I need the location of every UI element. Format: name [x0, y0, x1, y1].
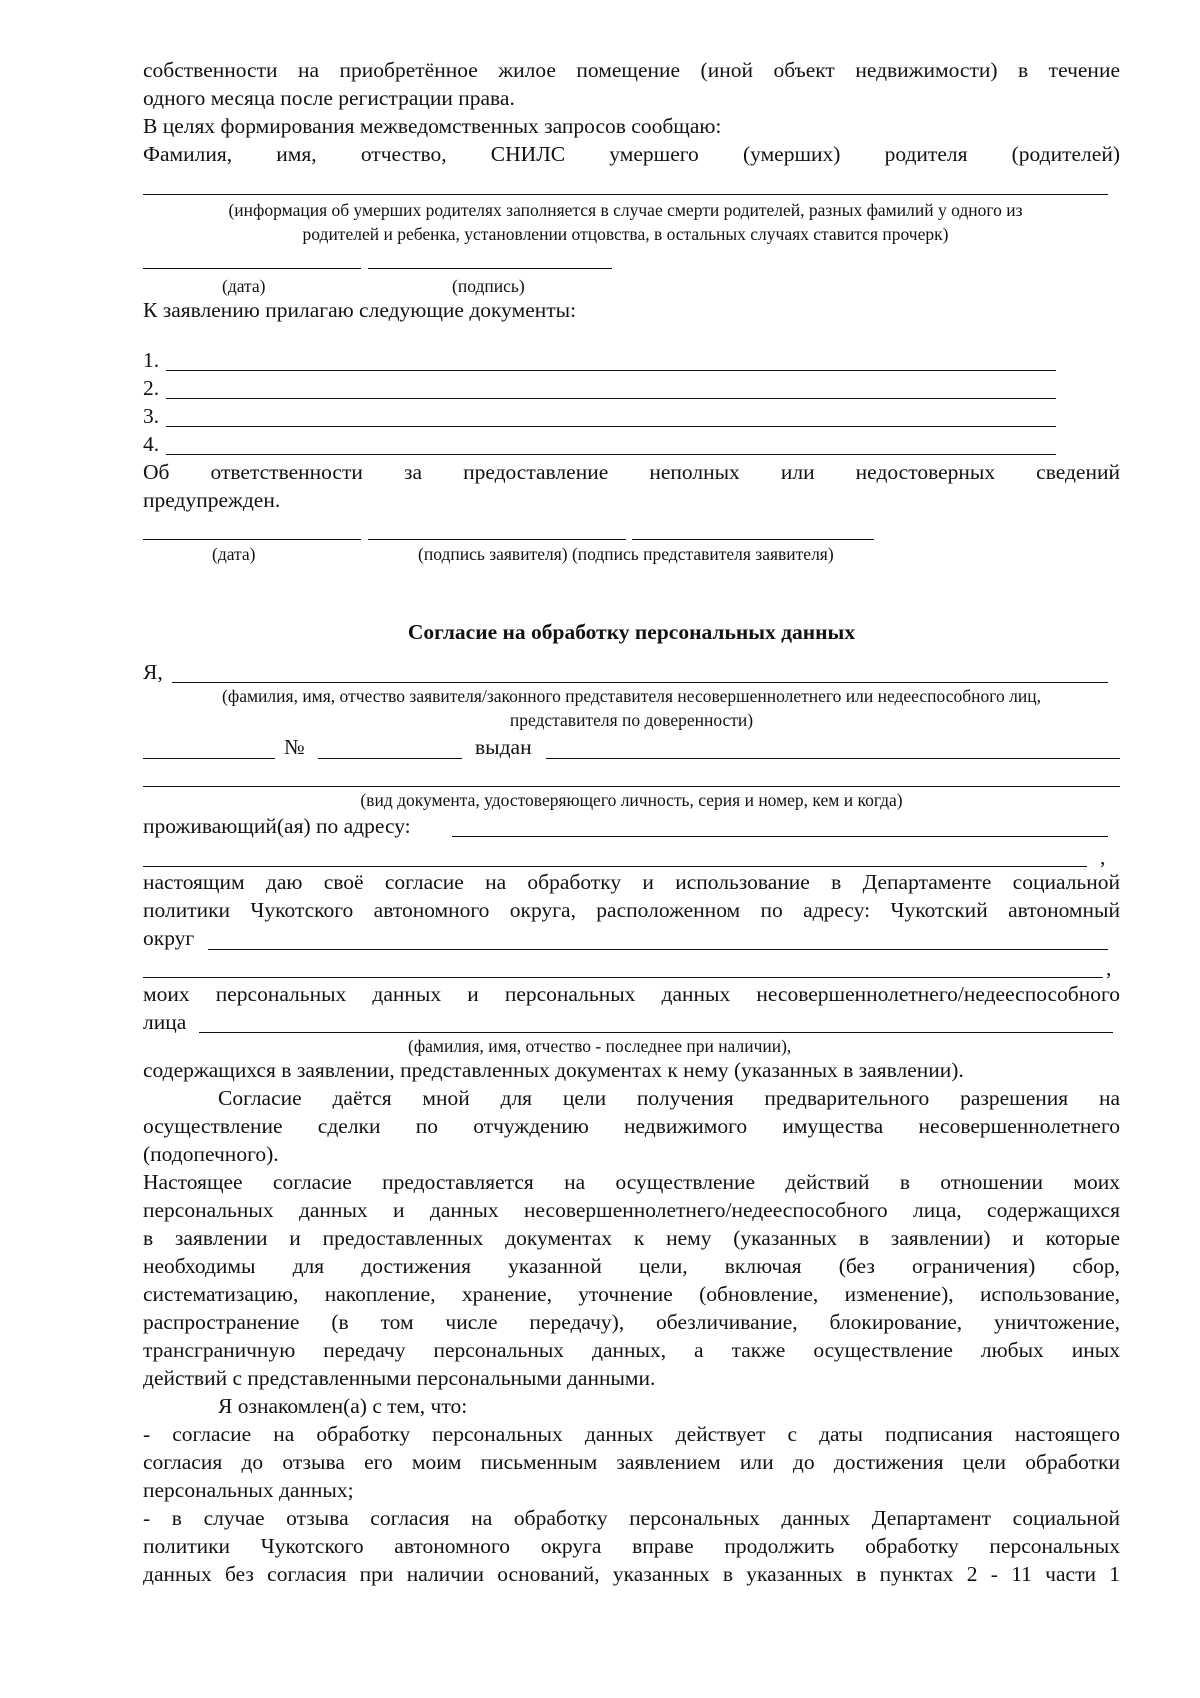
text-line: Я,: [143, 660, 163, 684]
text-line: распространение (в том числе передачу), обезличивание, блокирование, уничтожение,: [143, 1310, 1120, 1334]
text-line: В целях формирования межведомственных запросов сообщаю:: [143, 114, 722, 138]
text-line: Я ознакомлен(а) с тем, что:: [218, 1394, 468, 1418]
text-line: трансграничную передачу персональных данных, а также осуществление любых иных: [143, 1338, 1120, 1362]
text-line: - согласие на обработку персональных данных действует с даты подписания настоящего: [143, 1422, 1120, 1446]
date-caption: (дата): [212, 544, 256, 564]
applicant-signature-field[interactable]: [368, 539, 626, 540]
text-line: в заявлении и предоставленных документах к нему (указанных в заявлении) и которые: [143, 1226, 1120, 1250]
text-line: Согласие даётся мной для цели получения предварительного разрешения на: [218, 1086, 1120, 1110]
text-line: моих персональных данных и персональных данных несовершеннолетнего/недееспособного: [143, 982, 1120, 1006]
list-number: 4.: [143, 432, 160, 456]
doc-type-field[interactable]: [143, 758, 275, 759]
deceased-parents-field[interactable]: [143, 194, 1108, 195]
document-2-field[interactable]: [166, 398, 1056, 399]
text-line: округ: [143, 926, 195, 950]
text-line: настоящим даю своё согласие на обработку и использование в Департаменте социальной: [143, 870, 1120, 894]
department-address-field-2[interactable]: [143, 977, 1103, 978]
signature-caption: (подпись): [452, 276, 525, 296]
text-line: проживающий(ая) по адресу:: [143, 814, 411, 838]
text-line: действий с представленными персональными данными.: [143, 1366, 656, 1390]
signature-caption: (подпись заявителя) (подпись представителя заявителя): [418, 544, 834, 564]
text-line: - в случае отзыва согласия на обработку персональных данных Департамент социальной: [143, 1506, 1120, 1530]
text-line: лица: [143, 1010, 187, 1034]
address-field-2[interactable]: [143, 866, 1087, 867]
document-3-field[interactable]: [166, 426, 1056, 427]
text-line: собственности на приобретённое жилое помещение (иной объект недвижимости) в течение: [143, 58, 1120, 82]
text-line: систематизацию, накопление, хранение, уточнение (обновление, изменение), использование,: [143, 1282, 1120, 1306]
text-line: выдан: [475, 735, 532, 759]
text-line: К заявлению прилагаю следующие документы:: [143, 298, 577, 322]
issued-by-field[interactable]: [546, 758, 1120, 759]
text-line: персональных данных;: [143, 1478, 354, 1502]
text-line: политики Чукотского автономного округа вправе продолжить обработку персональных: [143, 1534, 1120, 1558]
document-1-field[interactable]: [166, 370, 1056, 371]
field-caption: представителя по доверенности): [509, 710, 754, 730]
text-line: содержащихся в заявлении, представленных документах к нему (указанных в заявлении).: [143, 1058, 964, 1082]
comma: ,: [1100, 845, 1106, 869]
text-line: осуществление сделки по отчуждению недвижимого имущества несовершеннолетнего: [143, 1114, 1120, 1138]
minor-name-field[interactable]: [199, 1032, 1113, 1033]
number-sign: №: [284, 735, 305, 759]
field-caption: (фамилия, имя, отчество - последнее при наличии),: [408, 1036, 792, 1056]
text-line: Фамилия, имя, отчество, СНИЛС умершего (умерших) родителя (родителей): [143, 142, 1120, 166]
date-field[interactable]: [143, 539, 361, 540]
issued-by-field-2[interactable]: [143, 786, 1120, 787]
text-line: Об ответственности за предоставление неполных или недостоверных сведений: [143, 460, 1120, 484]
section-title: Согласие на обработку персональных данных: [407, 620, 856, 644]
text-line: Настоящее согласие предоставляется на осуществление действий в отношении моих: [143, 1170, 1120, 1194]
text-line: политики Чукотского автономного округа, расположенном по адресу: Чукотский автономный: [143, 898, 1120, 922]
list-number: 3.: [143, 404, 160, 428]
text-line: необходимы для достижения указанной цели, включая (без ограничения) сбор,: [143, 1254, 1120, 1278]
field-caption: (фамилия, имя, отчество заявителя/законного представителя несовершеннолетнего или недееспособного лиц,: [222, 686, 1041, 706]
document-4-field[interactable]: [166, 454, 1056, 455]
list-number: 1.: [143, 348, 160, 372]
text-line: данных без согласия при наличии оснований, указанных в указанных в пунктах 2 - 11 части 1: [143, 1562, 1120, 1586]
field-caption: родителей и ребенка, установлении отцовства, в остальных случаях ставится прочерк): [302, 224, 949, 244]
field-caption: (вид документа, удостоверяющего личность, серия и номер, кем и когда): [360, 790, 903, 810]
list-number: 2.: [143, 376, 160, 400]
address-field[interactable]: [452, 836, 1108, 837]
representative-signature-field[interactable]: [632, 539, 874, 540]
field-caption: (информация об умерших родителях заполняется в случае смерти родителей, разных фамилий у одного из: [228, 200, 1023, 220]
doc-number-field[interactable]: [318, 758, 462, 759]
comma: ,: [1106, 956, 1112, 980]
text-line: согласия до отзыва его моим письменным заявлением или до достижения цели обработки: [143, 1450, 1120, 1474]
text-line: одного месяца после регистрации права.: [143, 86, 515, 110]
text-line: предупрежден.: [143, 488, 281, 512]
date-field[interactable]: [143, 268, 361, 269]
date-caption: (дата): [222, 276, 266, 296]
signature-field[interactable]: [368, 268, 612, 269]
text-line: персональных данных и данных несовершеннолетнего/недееспособного лица, содержащихся: [143, 1198, 1120, 1222]
text-line: (подопечного).: [143, 1142, 279, 1166]
full-name-field[interactable]: [172, 682, 1108, 683]
department-address-field[interactable]: [208, 949, 1108, 950]
